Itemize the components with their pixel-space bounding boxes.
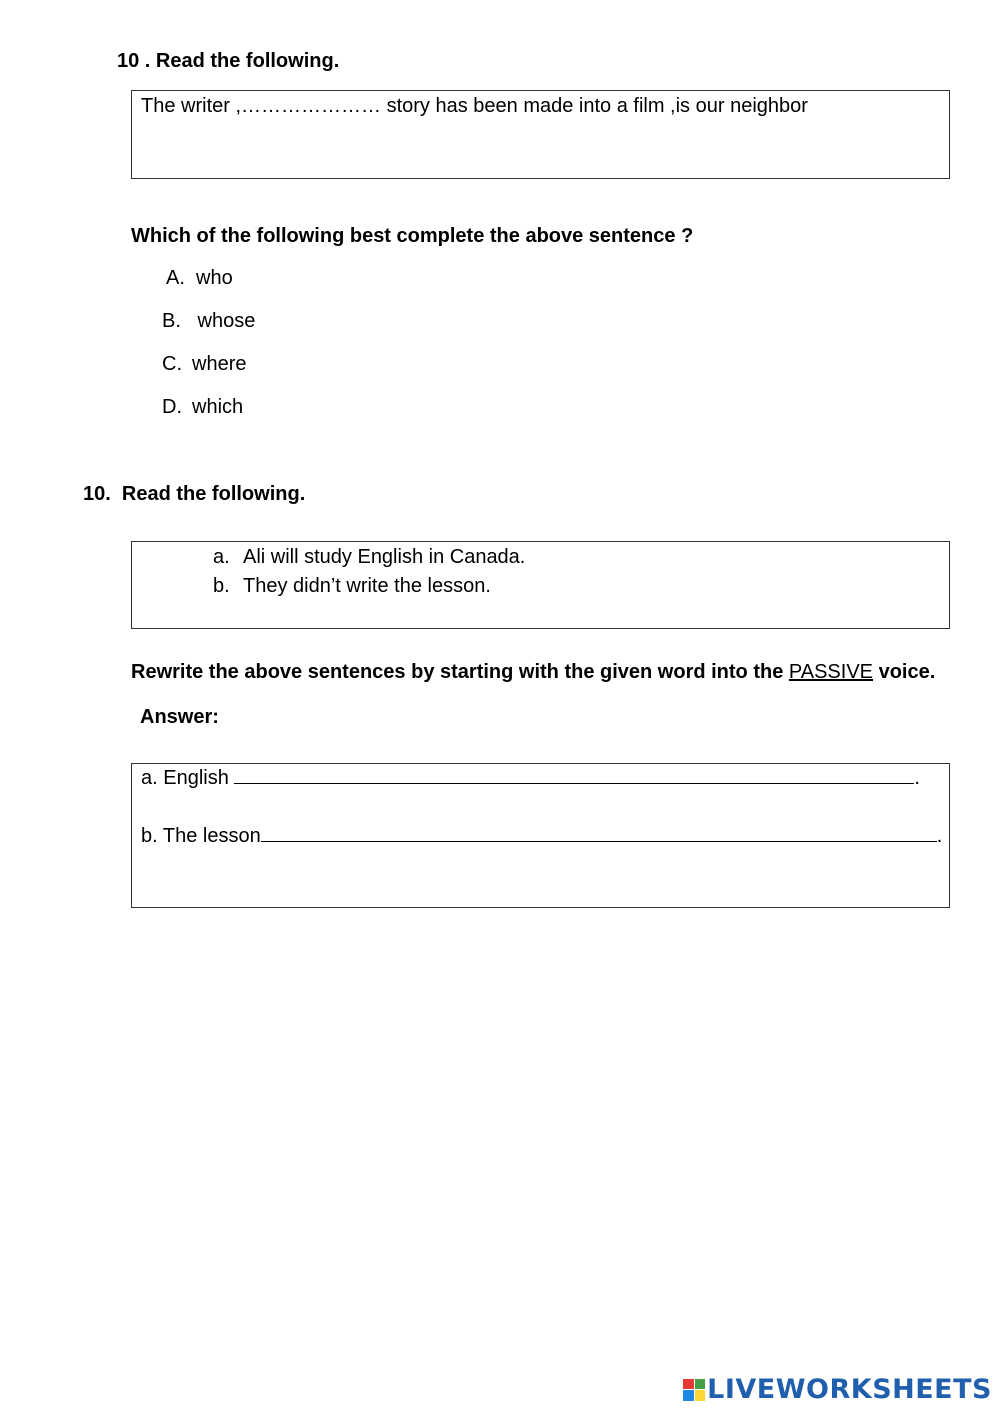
option-text: whose	[192, 310, 256, 332]
instruction-text-end: voice.	[873, 661, 936, 683]
answer-b	[141, 825, 942, 848]
sentence-letter: a.	[213, 546, 230, 568]
logo-tile	[683, 1390, 694, 1401]
liveworksheets-logo	[683, 1374, 992, 1405]
answer-prompt: b. The lesson	[141, 825, 261, 847]
q2-instruction	[131, 661, 935, 684]
logo-tile	[695, 1390, 706, 1401]
option-text: who	[196, 267, 233, 289]
answer-a-blank[interactable]	[234, 767, 914, 784]
answer-end: .	[936, 825, 943, 847]
answer-b-blank[interactable]	[261, 825, 937, 842]
q2-heading: 10. Read the following.	[83, 483, 306, 505]
option-letter: D.	[162, 396, 182, 418]
sentence-text: Ali will study English in Canada.	[243, 546, 526, 568]
logo-text: LIVEWORKSHEETS	[707, 1374, 992, 1405]
option-text: which	[192, 396, 244, 418]
option-b[interactable]	[162, 310, 255, 333]
option-letter: A.	[166, 267, 185, 289]
q1-sentence: The writer ,………………… story has been made into a film ,is our neighbor	[141, 95, 808, 117]
option-text: where	[192, 353, 247, 375]
option-c[interactable]	[162, 353, 246, 376]
sentence-text: They didn’t write the lesson.	[243, 575, 491, 597]
option-letter: B.	[162, 310, 181, 332]
answer-box	[131, 763, 950, 908]
q2-sentence-b	[213, 575, 491, 598]
logo-tile	[695, 1379, 706, 1390]
passive-keyword: PASSIVE	[788, 661, 874, 683]
option-d[interactable]	[162, 396, 243, 419]
q1-question: Which of the following best complete the above sentence ?	[131, 225, 694, 247]
q1-sentence-box	[131, 90, 950, 179]
instruction-text: Rewrite the above sentences by starting with the given word into the	[131, 661, 789, 683]
answer-a	[141, 767, 920, 790]
logo-icon	[683, 1379, 705, 1401]
logo-tile	[683, 1379, 694, 1390]
answer-label: Answer:	[140, 706, 219, 728]
option-letter: C.	[162, 353, 182, 375]
answer-end: .	[914, 767, 920, 789]
option-a[interactable]	[166, 267, 233, 290]
q2-sentence-a	[213, 546, 525, 569]
q1-heading: 10 . Read the following.	[117, 50, 340, 72]
q2-sentences-box	[131, 541, 950, 629]
answer-prompt: a. English	[141, 767, 235, 789]
sentence-letter: b.	[213, 575, 230, 597]
